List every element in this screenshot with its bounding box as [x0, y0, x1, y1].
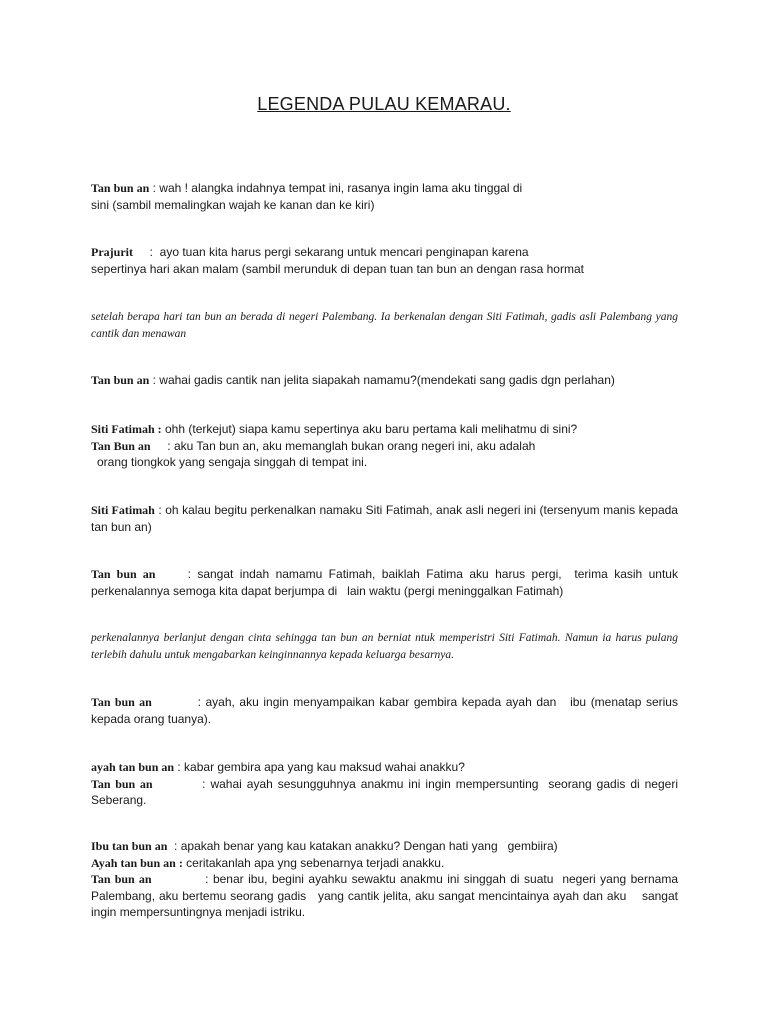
narration-paragraph: perkenalannya berlanjut dengan cinta sehingga tan bun an berniat ntuk memperistri Siti Fatimah. Namun ia harus pulang terlebih dahulu untuk mengabarkan keinginnannya kepada keluarga besarnya.	[91, 632, 678, 661]
dialogue-text: : wahai ayah sesungguhnya anakmu ini ingin mempersunting seorang gadis di negeri Seberang.	[91, 776, 682, 807]
dialogue-line	[91, 454, 678, 471]
dialogue-text: : wahai gadis cantik nan jelita siapakah namamu?(mendekati sang gadis dgn perlahan)	[149, 373, 615, 387]
speaker-name: Prajurit	[91, 245, 133, 259]
dialogue-line	[91, 855, 678, 872]
dialogue-paragraph	[91, 694, 682, 727]
speaker-name: Tan bun an	[91, 776, 153, 791]
dialogue-text: : ayo tuan kita harus pergi sekarang untuk mencari penginapan karena	[132, 245, 529, 259]
dialogue-line	[91, 438, 678, 455]
dialogue-block	[91, 180, 678, 213]
dialogue-block	[91, 838, 682, 921]
dialogue-paragraph	[91, 776, 682, 809]
speaker-name: Ayah tan bun an :	[91, 855, 183, 870]
dialogue-text: : aku Tan bun an, aku memanglah bukan orang negeri ini, aku adalah	[150, 438, 536, 453]
narration-paragraph: setelah berapa hari tan bun an berada di negeri Palembang. Ia berkenalan dengan Siti Fatimah, gadis asli Palembang yang cantik dan menawan	[91, 311, 678, 340]
speaker-name: Tan Bun an	[91, 438, 151, 453]
dialogue-text: sepertinya hari akan malam (sambil merunduk di depan tuan tan bun an dengan rasa hormat	[91, 261, 584, 276]
dialogue-text: ceritakanlah apa yng sebenarnya terjadi anakku.	[182, 855, 445, 870]
page-title: LEGENDA PULAU KEMARAU.	[257, 94, 511, 114]
speaker-name: Siti Fatimah :	[91, 422, 162, 436]
dialogue-paragraph	[91, 566, 682, 599]
dialogue-line	[91, 838, 678, 855]
dialogue-block	[91, 421, 678, 471]
speaker-name: Tan bun an	[91, 567, 156, 581]
dialogue-line	[91, 759, 678, 776]
dialogue-text: : sangat indah namamu Fatimah, baiklah Fatima aku harus pergi, terima kasih untuk perkenalannya semoga kita dapat berjumpa di lain waktu (pergi meninggalkan Fatimah)	[91, 567, 682, 598]
dialogue-block	[91, 372, 678, 389]
dialogue-line	[91, 180, 678, 197]
dialogue-text: : benar ibu, begini ayahku sewaktu anakmu ini singgah di suatu negeri yang bernama Palembang, aku bertemu seorang gadis yang cantik jelita, aku sangat mencintainya ayah dan aku sangat ingin mempersuntingnya menjadi istriku.	[91, 872, 682, 919]
dialogue-block	[91, 759, 682, 809]
dialogue-text: orang tiongkok yang sengaja singgah di tempat ini.	[97, 455, 368, 469]
speaker-name: Tan bun an	[91, 373, 150, 387]
dialogue-line	[91, 197, 678, 214]
speaker-name: Tan bun an	[91, 181, 150, 195]
dialogue-text: : ayah, aku ingin menyampaikan kabar gembira kepada ayah dan ibu (menatap serius kepada orang tuanya).	[91, 695, 682, 726]
dialogue-text: : kabar gembira apa yang kau maksud wahai anakku?	[174, 760, 465, 774]
dialogue-text: sini (sambil memalingkan wajah ke kanan dan ke kiri)	[91, 197, 375, 212]
dialogue-line	[91, 421, 678, 438]
dialogue-text: : apakah benar yang kau katakan anakku? Dengan hati yang gembiira)	[167, 839, 558, 853]
dialogue-text: : wah ! alangka indahnya tempat ini, rasanya ingin lama aku tinggal di	[149, 181, 523, 195]
dialogue-line	[91, 372, 678, 389]
dialogue-paragraph	[91, 502, 678, 535]
dialogue-line	[91, 261, 678, 278]
dialogue-text: ohh (terkejut) siapa kamu sepertinya aku baru pertama kali melihatmu di sini?	[161, 422, 578, 436]
speaker-name: Siti Fatimah	[91, 503, 155, 517]
speaker-name: Tan bun an	[91, 872, 152, 886]
dialogue-block	[91, 244, 678, 277]
dialogue-paragraph	[91, 871, 682, 921]
dialogue-line	[91, 244, 678, 261]
dialogue-text: : oh kalau begitu perkenalkan namaku Siti Fatimah, anak asli negeri ini (tersenyum manis kepada tan bun an)	[91, 503, 678, 534]
speaker-name: Ibu tan bun an	[91, 839, 168, 853]
speaker-name: Tan bun an	[91, 695, 152, 709]
speaker-name: ayah tan bun an	[91, 760, 175, 774]
